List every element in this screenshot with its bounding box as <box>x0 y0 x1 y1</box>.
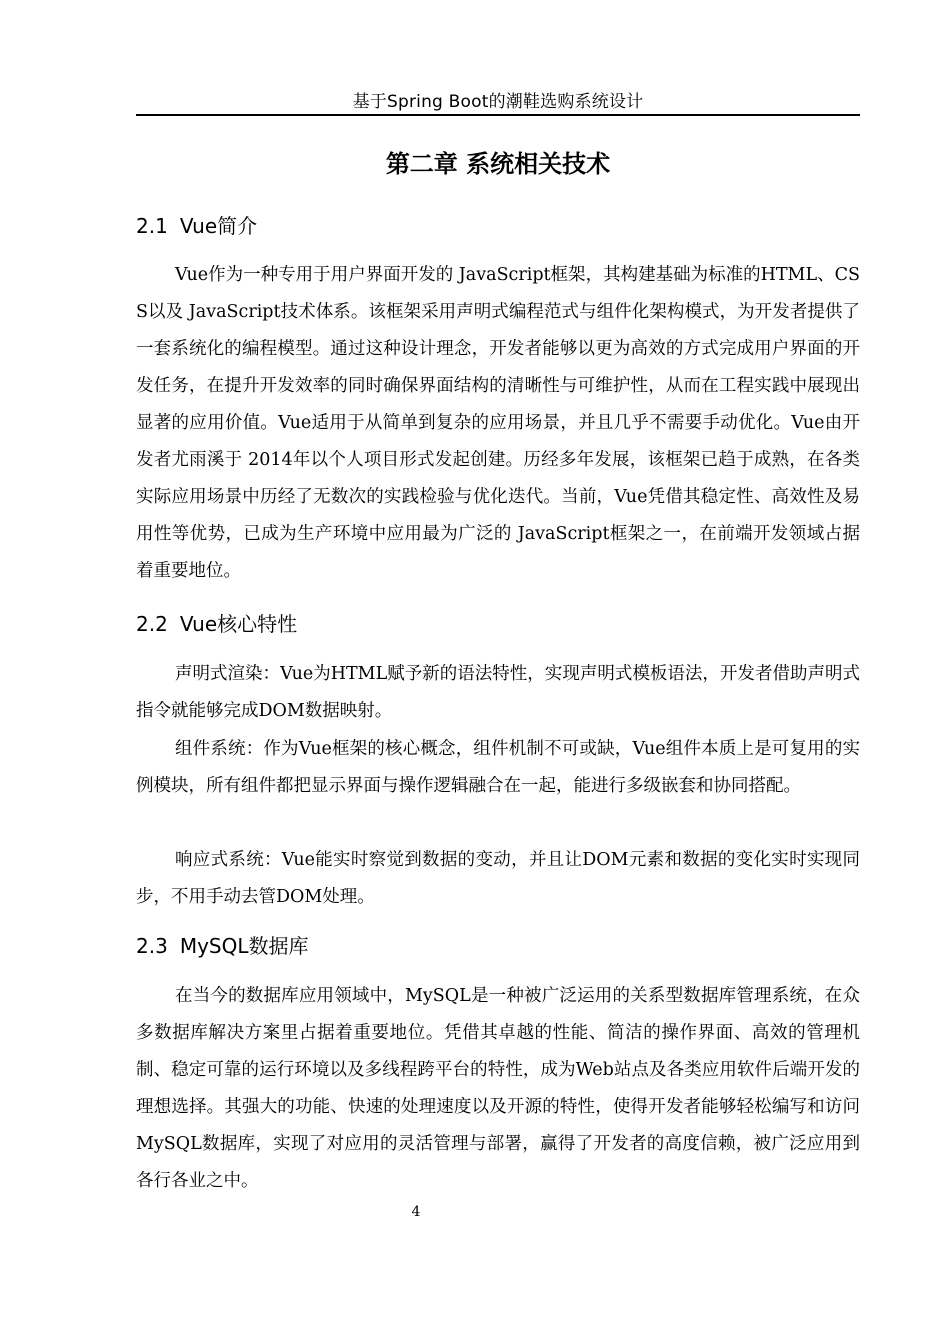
section-heading-2-1 <box>136 212 860 240</box>
page-number: 4 <box>411 1204 421 1220</box>
section-title: Vue核心特性 <box>179 612 298 636</box>
paragraph-declarative-rendering: 声明式渲染：Vue为HTML赋予新的语法特性，实现声明式模板语法，开发者借助声明式指令就能够完成DOM数据映射。 <box>136 664 860 721</box>
section-number: 2.2 <box>136 612 168 636</box>
section-number: 2.3 <box>136 934 168 958</box>
paragraph-reactive-system: 响应式系统：Vue能实时察觉到数据的变动，并且让DOM元素和数据的变化实时实现同步，不用手动去管DOM处理。 <box>136 850 860 907</box>
header-rule <box>136 114 860 116</box>
paragraph-component-system: 组件系统：作为Vue框架的核心概念，组件机制不可或缺，Vue组件本质上是可复用的实例模块，所有组件都把显示界面与操作逻辑融合在一起，能进行多级嵌套和协同搭配。 <box>136 739 860 796</box>
section-title: Vue简介 <box>179 214 258 238</box>
running-header: 基于Spring Boot的潮鞋选购系统设计 <box>352 92 644 112</box>
section-heading-2-2 <box>136 610 860 638</box>
section-number: 2.1 <box>136 214 168 238</box>
chapter-title: 第二章 系统相关技术 <box>385 150 611 178</box>
paragraph-vue-intro: Vue作为一种专用于用户界面开发的 JavaScript框架，其构建基础为标准的HTML、CSS以及 JavaScript技术体系。该框架采用声明式编程范式与组件化架构模式，为开发者提供了一套系统化的编程模型。通过这种设计理念，开发者能够以更为高效的方式完成用户界面的开发任务，在提升开发效率的同时确保界面结构的清晰性与可维护性，从而在工程实践中展现出显著的应用价值。Vue适用于从简单到复杂的应用场景，并且几乎不需要手动优化。Vue由开发者尤雨溪于 2014年以个人项目形式发起创建。历经多年发展，该框架已趋于成熟，在各类实际应用场景中历经了无数次的实践检验与优化迭代。当前，Vue凭借其稳定性、高效性及易用性等优势，已成为生产环境中应用最为广泛的 JavaScript框架之一，在前端开发领域占据着重要地位。 <box>136 265 860 581</box>
section-title: MySQL数据库 <box>179 934 309 958</box>
paragraph-mysql: 在当今的数据库应用领域中，MySQL是一种被广泛运用的关系型数据库管理系统，在众多数据库解决方案里占据着重要地位。凭借其卓越的性能、简洁的操作界面、高效的管理机制、稳定可靠的运行环境以及多线程跨平台的特性，成为Web站点及各类应用软件后端开发的理想选择。其强大的功能、快速的处理速度以及开源的特性，使得开发者能够轻松编写和访问MySQL数据库，实现了对应用的灵活管理与部署，赢得了开发者的高度信赖，被广泛应用到各行各业之中。 <box>136 986 860 1191</box>
section-heading-2-3 <box>136 932 860 960</box>
